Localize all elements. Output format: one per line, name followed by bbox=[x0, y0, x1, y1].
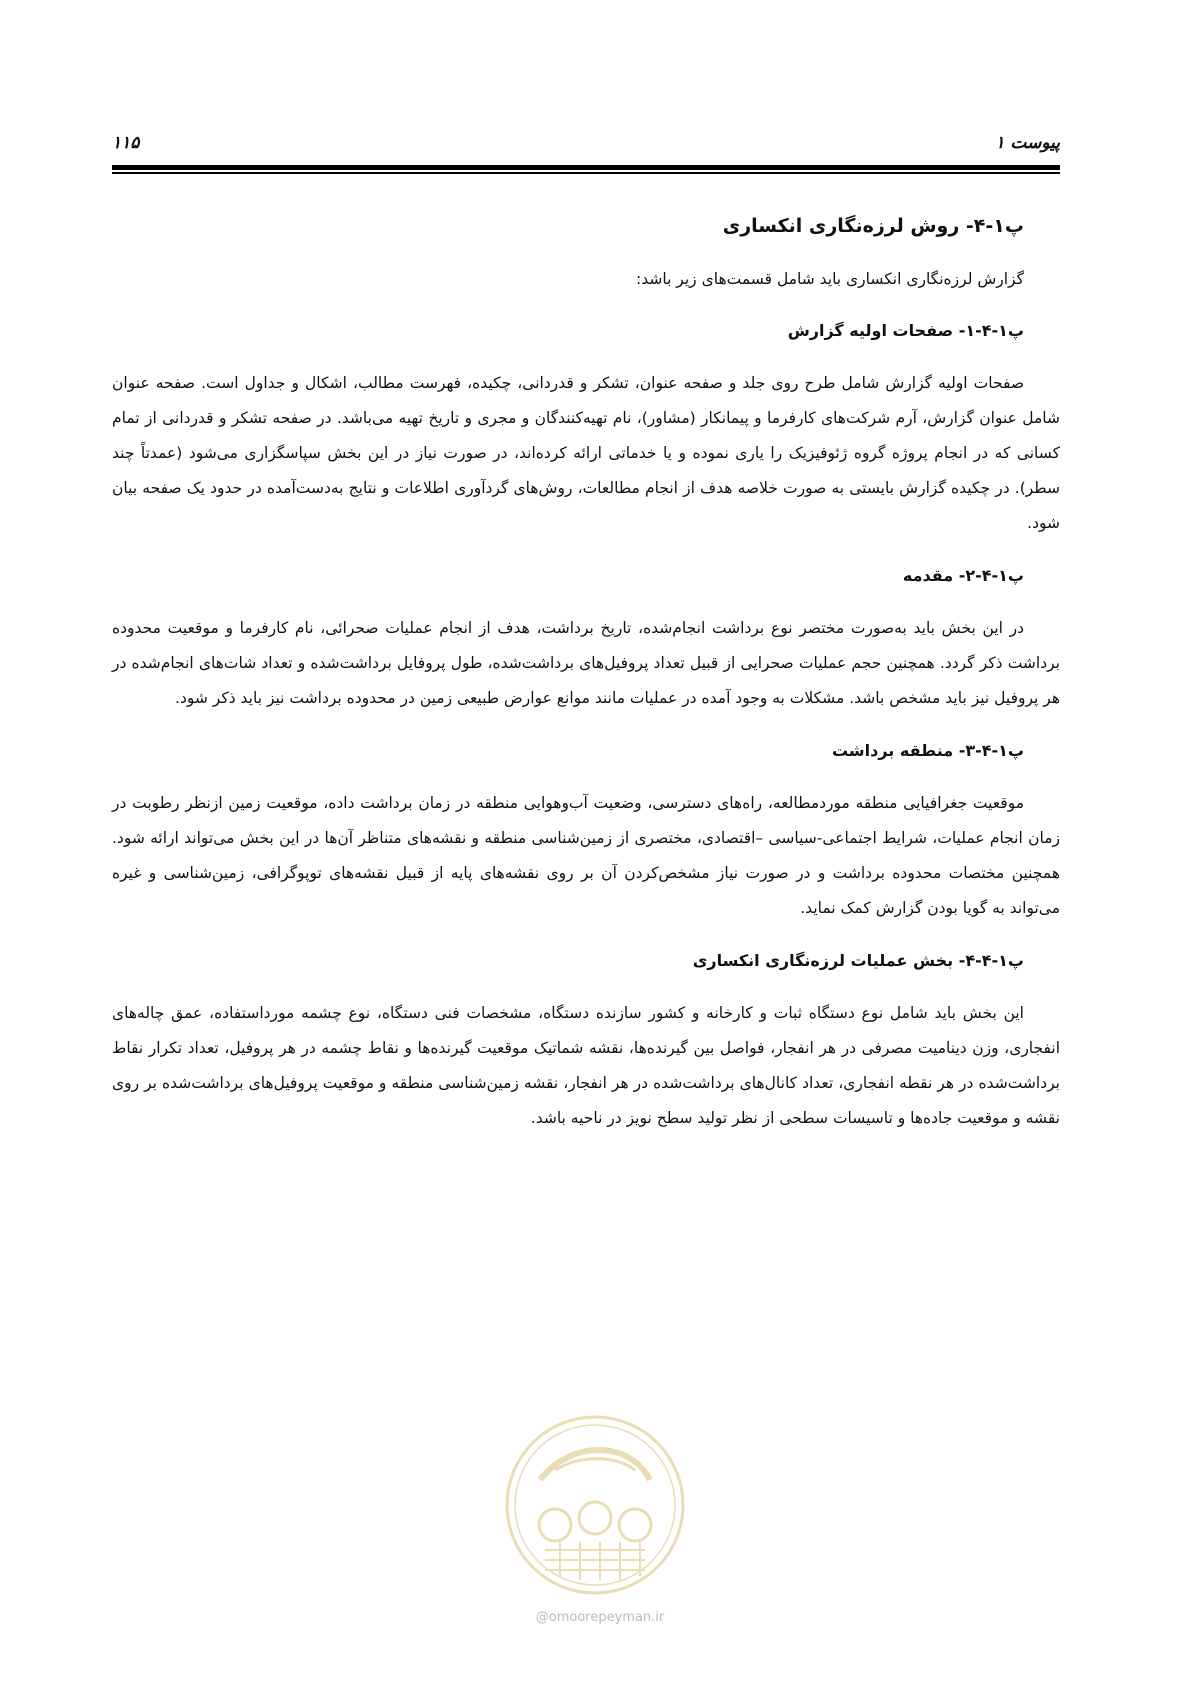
header-rule-thick bbox=[112, 165, 1060, 170]
page-header bbox=[112, 128, 1060, 158]
watermark-seal-icon bbox=[500, 1410, 690, 1600]
section-intro: گزارش لرزه‌نگاری انکساری باید شامل قسمت‌های زیر باشد: bbox=[636, 270, 1024, 288]
subsection-body-introduction: در این بخش باید به‌صورت مختصر نوع برداشت انجام‌شده، تاریخ برداشت، هدف از انجام عملیات صحرائی، نام کارفرما و موقعیت محدوده برداشت ذکر گردد. همچنین حجم عملیات صحرایی از قبیل تعداد پروفیل‌های برداشت‌شده، طول پروفایل برداشت‌شده و تعداد شات‌های انجام‌شده در هر پروفیل نیز باید مشخص باشد. مشکلات به وجود آمده در عملیات مانند موانع عوارض طبیعی زمین در محدوده برداشت نیز باید ذکر شود. bbox=[112, 619, 1060, 707]
page-number: ۱۱۵ bbox=[112, 133, 140, 153]
subsection-title-introduction: پ۱-۴-۲- مقدمه bbox=[902, 566, 1024, 585]
section-title: پ۱-۴- روش لرزه‌نگاری انکساری bbox=[722, 215, 1024, 237]
header-rule-thin bbox=[112, 172, 1060, 174]
subsection-body-refraction-operations: این بخش باید شامل نوع دستگاه ثبات و کارخانه و کشور سازنده دستگاه، مشخصات فنی دستگاه، نوع چشمه مورداستفاده، عمق چاله‌های انفجاری، وزن دینامیت مصرفی در هر انفجار، فواصل بین گیرنده‌ها، نقشه شماتیک موقعیت گیرنده‌ها و نقاط چشمه در هر پروفیل، تعداد تکرار نقاط برداشت‌شده در هر نقطه انفجاری، تعداد کانال‌های برداشت‌شده در هر انفجار، نقشه زمین‌شناسی منطقه و موقعیت پروفیل‌های برداشت‌شده بر روی نقشه و موقعیت جاده‌ها و تاسیسات سطحی از نظر تولید سطح نویز در ناحیه باشد. bbox=[112, 1004, 1060, 1127]
document-body bbox=[112, 212, 1060, 1158]
subsection-title-survey-area: پ۱-۴-۳- منطقه برداشت bbox=[831, 741, 1024, 760]
watermark-url: @omoorepeyman.ir bbox=[535, 1610, 665, 1625]
subsection-body-survey-area: موقعیت جغرافیایی منطقه موردمطالعه، راه‌های دسترسی، وضعیت آب‌وهوایی منطقه در زمان برداشت داده، موقعیت زمین ازنظر رطوبت در زمان انجام عملیات، شرایط اجتماعی-سیاسی –اقتصادی، مختصری از زمین‌شناسی منطقه و نقشه‌های متناظر آن‌ها در این بخش می‌تواند ارائه شود. همچنین مختصات محدوده برداشت و در صورت نیاز مشخص‌کردن آن بر روی نقشه‌های پایه از قبیل نقشه‌های توپوگرافی، زمین‌شناسی و غیره می‌تواند به گویا بودن گزارش کمک نماید. bbox=[112, 794, 1060, 917]
subsection-body-front-pages: صفحات اولیه گزارش شامل طرح روی جلد و صفحه عنوان، تشکر و قدردانی، چکیده، فهرست مطالب، اشکال و جداول است. صفحه عنوان شامل عنوان گزارش، آرم شرکت‌های کارفرما و پیمانکار (مشاور)، نام تهیه‌کنندگان و مجری و تاریخ تهیه می‌باشد. در صفحه تشکر و قدردانی از تمام کسانی که در انجام پروژه گروه ژئوفیزیک را یاری نموده و یا خدماتی ارائه کرده‌اند، در صورت نیاز در این بخش سپاسگزاری می‌شود (عمدتاً چند سطر). در چکیده گزارش بایستی به صورت خلاصه هدف از انجام مطالعات، روش‌های گردآوری اطلاعات و نتایج به‌دست‌آمده در حدود یک صفحه بیان شود. bbox=[112, 374, 1060, 532]
appendix-label: پیوست ۱ bbox=[995, 133, 1060, 153]
subsection-title-front-pages: پ۱-۴-۱- صفحات اولیه گزارش bbox=[787, 321, 1024, 340]
subsection-title-refraction-operations: پ۱-۴-۴- بخش عملیات لرزه‌نگاری انکساری bbox=[692, 951, 1024, 970]
